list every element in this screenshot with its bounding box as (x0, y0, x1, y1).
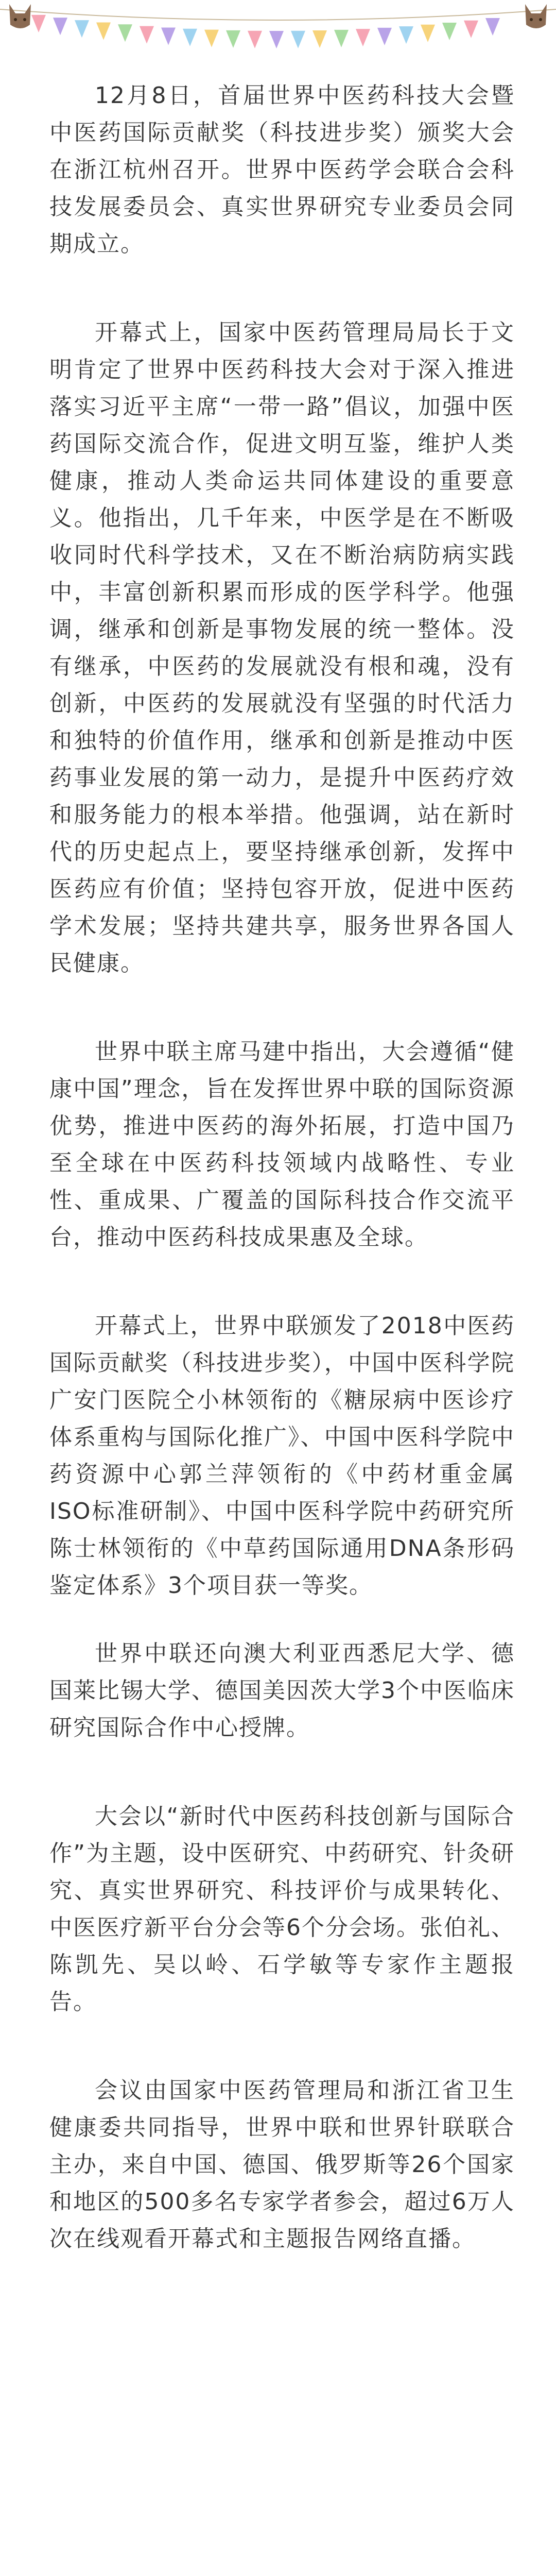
bunting-flag (334, 30, 349, 47)
paragraph-6: 大会以“新时代中医药科技创新与国际合作”为主题，设中医研究、中药研究、针灸研究、真实世界研究、科技评价与成果转化、中医医疗新平台分会等6个分会场。张伯礼、陈凯先、吴以岭、石学敏等专家作主题报告。 (49, 1803, 515, 2015)
bunting-flag (31, 15, 46, 32)
cat-face-icon (525, 4, 547, 28)
bunting-flag (356, 29, 370, 46)
bunting-flag (442, 23, 457, 40)
bunting-flag (118, 24, 132, 42)
bunting-banner (0, 0, 556, 62)
bunting-flag (140, 26, 154, 44)
bunting-flag (485, 18, 500, 36)
paragraph-3: 世界中联主席马建中指出，大会遵循“健康中国”理念，旨在发挥世界中联的国际资源优势，推进中医药的海外拓展，打造中国乃至全球在中医药科技领域内战略性、专业性、重成果、广覆盖的国际科技合作交流平台，推动中医药科技成果惠及全球。 (49, 1039, 515, 1250)
paragraph-1: 12月8日，首届世界中医药科技大会暨中医药国际贡献奖（科技进步奖）颁奖大会在浙江杭州召开。世界中医药学会联合会科技发展委员会、真实世界研究专业委员会同期成立。 (49, 82, 515, 257)
bunting-flag (421, 25, 435, 42)
bunting-flag (226, 30, 240, 48)
bunting-flag (464, 21, 478, 38)
bunting-flag (96, 22, 111, 40)
bunting-flag (75, 20, 89, 38)
bunting-flag (161, 27, 176, 45)
bunting-flag (248, 31, 262, 48)
paragraph-7: 会议由国家中医药管理局和浙江省卫生健康委共同指导，世界中联和世界针联联合主办，来自中国、德国、俄罗斯等26个国家和地区的500多名专家学者参会，超过6万人次在线观看开幕式和主题报告网络直播。 (49, 2077, 515, 2252)
bunting-flag (291, 31, 305, 48)
cat-face-icon (9, 4, 31, 28)
bunting-flag (53, 18, 67, 35)
paragraph-5: 世界中联还向澳大利亚西悉尼大学、德国莱比锡大学、德国美因茨大学3个中医临床研究国际合作中心授牌。 (49, 1640, 515, 1741)
paragraph-4: 开幕式上，世界中联颁发了2018中医药国际贡献奖（科技进步奖），中国中医科学院广安门医院仝小林领衔的《糖尿病中医诊疗体系重构与国际化推广》、中国中医科学院中药资源中心郭兰萍领衔的《中药材重金属ISO标准研制》、中国中医科学院中药研究所陈士林领衔的《中草药国际通用DNA条形码鉴定体系》3个项目获一等奖。 (49, 1313, 515, 1599)
article-body (49, 77, 515, 2309)
bunting-flag (399, 26, 413, 44)
bunting-flag (377, 28, 392, 45)
bunting-string (0, 9, 556, 20)
paragraph-2: 开幕式上，国家中医药管理局局长于文明肯定了世界中医药科技大会对于深入推进落实习近平主席“一带一路”倡议，加强中医药国际交流合作，促进文明互鉴，维护人类健康，推动人类命运共同体建设的重要意义。他指出，几千年来，中医学是在不断吸收同时代科学技术，又在不断治病防病实践中，丰富创新积累而形成的医学科学。他强调，继承和创新是事物发展的统一整体。没有继承，中医药的发展就没有根和魂，没有创新，中医药的发展就没有坚强的时代活力和独特的价值作用，继承和创新是推动中医药事业发展的第一动力，是提升中医药疗效和服务能力的根本举措。他强调，站在新时代的历史起点上，要坚持继承创新，发挥中医药应有价值；坚持包容开放，促进中医药学术发展；坚持共建共享，服务世界各国人民健康。 (49, 319, 515, 976)
bunting-flag (269, 31, 284, 48)
bunting-flag (204, 30, 219, 47)
bunting-flag (312, 30, 327, 48)
bunting-flag (183, 29, 197, 46)
